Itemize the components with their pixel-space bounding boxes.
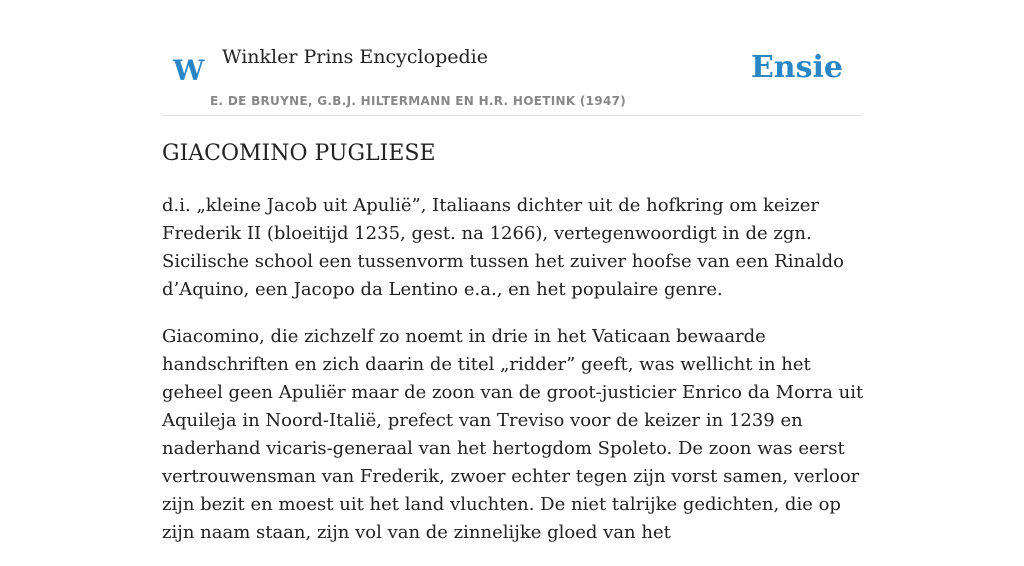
article-paragraph: Giacomino, die zichzelf zo noemt in drie in het Vaticaan bewaarde handschriften en zich daarin de titel „ridder” geeft, was wellicht in het geheel geen Apuliër maar de zoon van de groot-justicier Enrico da Morra uit Aquileja in Noord-Italië, prefect van Treviso voor de keizer in 1239 en naderhand vicaris-generaal van het hertogdom Spoleto. De zoon was eerst vertrouwensman van Frederik, zwoer echter tegen zijn vorst samen, verloor zijn bezit en moest uit het land vluchten. De niet talrijke gedichten, die op zijn naam staan, zijn vol van de zinnelijke gloed van het (162, 326, 864, 543)
article-paragraph: d.i. „kleine Jacob uit Apulië”, Italiaans dichter uit de hofkring om keizer Frederik II (bloeitijd 1235, gest. na 1266), vertegenwoordigt in de zgn. Sicilische school een tussenvorm tussen het zuiver hoofse van een Rinaldo d’Aquino, een Jacopo da Lentino e.a., en het populaire genre. (162, 195, 844, 300)
ensie-brand-logo[interactable]: Ensie (750, 50, 843, 85)
site-title[interactable]: Winkler Prins Encyclopedie (222, 46, 488, 68)
article-body (162, 138, 864, 566)
site-header (162, 40, 862, 116)
article-title: GIACOMINO PUGLIESE (162, 141, 436, 166)
edition-authors: E. DE BRUYNE, G.B.J. HILTERMANN EN H.R. HOETINK (1947) (210, 94, 627, 108)
encyclopedia-logo-icon[interactable]: W (173, 54, 205, 87)
